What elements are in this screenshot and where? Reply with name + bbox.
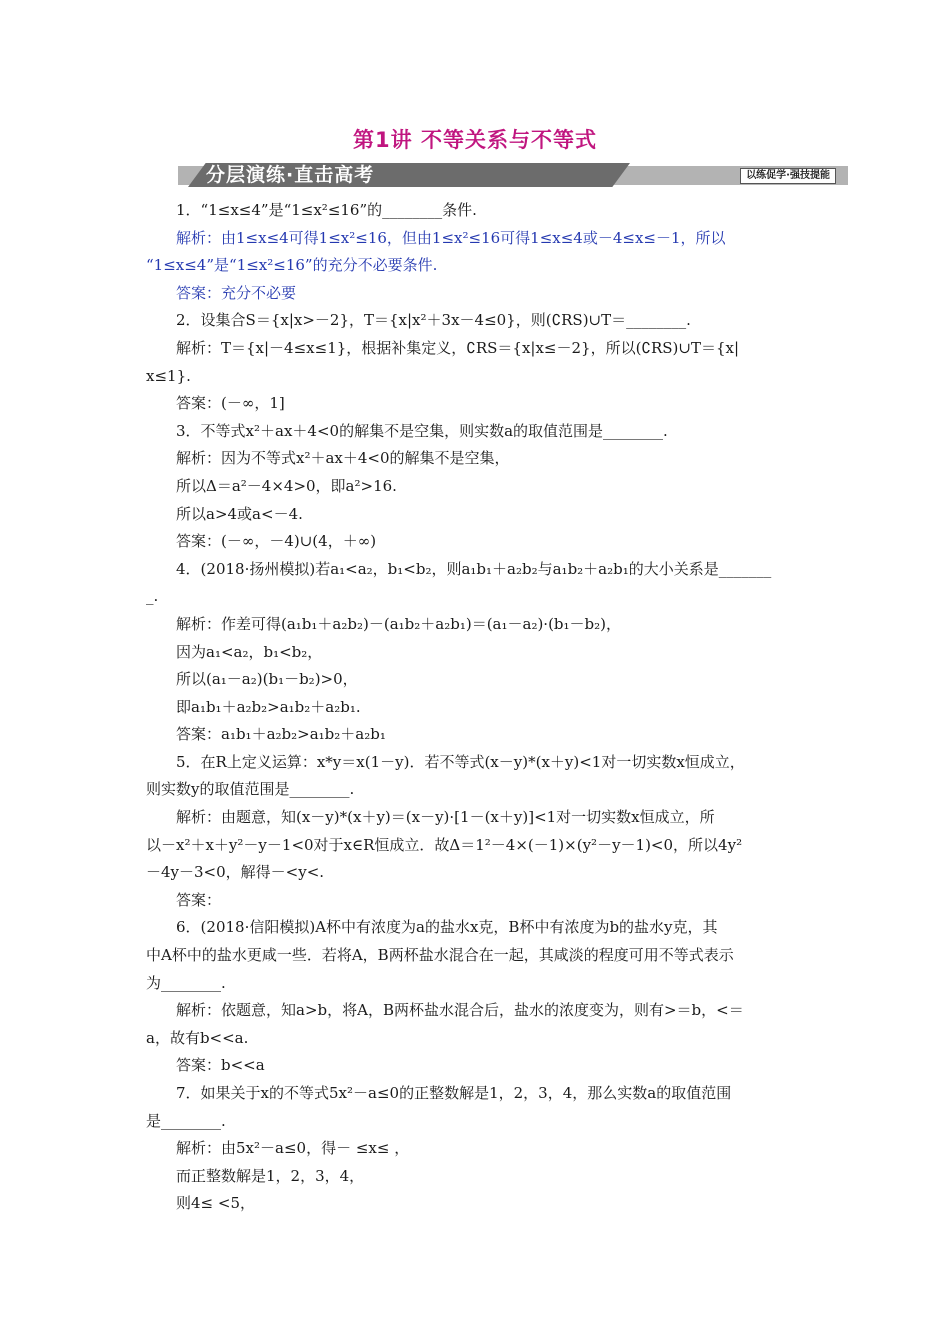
- text-line: 即a₁b₁＋a₂b₂>a₁b₂＋a₂b₁.: [176, 697, 361, 716]
- text-line: 答案：: [176, 890, 222, 909]
- text-line: 2．设集合S＝{x|x>－2}，T＝{x|x²＋3x－4≤0}，则(∁RS)∪T＝________.: [176, 311, 691, 330]
- text-line: 因为a₁<a₂，b₁<b₂，: [176, 642, 323, 661]
- text-line: 解析：由1≤x≤4可得1≤x²≤16，但由1≤x²≤16可得1≤x≤4或－4≤x≤－1，所以: [176, 228, 726, 247]
- page-title: 第1讲 不等关系与不等式: [353, 128, 597, 152]
- text-line: 解析：依题意，知a>b，将A，B两杯盐水混合后，盐水的浓度变为，则有>＝b，<＝: [176, 1001, 744, 1020]
- text-line: 解析：由5x²－a≤0，得－ ≤x≤ ，: [176, 1139, 410, 1158]
- text-line: 所以Δ＝a²－4×4>0，即a²>16.: [176, 476, 397, 495]
- text-line: 解析：因为不等式x²＋ax＋4<0的解集不是空集，: [176, 449, 510, 468]
- text-line: 答案：(－∞，1]: [176, 394, 285, 413]
- text-line: 中A杯中的盐水更咸一些．若将A，B两杯盐水混合在一起，其咸淡的程度可用不等式表示: [146, 946, 734, 965]
- text-line: x≤1}.: [146, 366, 191, 385]
- text-line: －4y－3<0，解得－<y<.: [146, 863, 325, 882]
- text-line: 是________.: [146, 1111, 226, 1130]
- text-line: _.: [146, 587, 159, 606]
- text-line: 而正整数解是1，2，3，4，: [176, 1166, 365, 1185]
- text-line: 解析：由题意，知(x－y)*(x＋y)＝(x－y)·[1－(x＋y)]<1对一切实数x恒成立，所: [176, 808, 715, 827]
- banner-tag: 以练促学·强技提能: [740, 168, 836, 184]
- section-banner: [178, 163, 848, 187]
- text-line: 5．在R上定义运算：x*y＝x(1－y)．若不等式(x－y)*(x＋y)<1对一切实数x恒成立，: [176, 752, 745, 771]
- text-line: 答案：b<<a: [176, 1056, 265, 1075]
- text-line: 则4≤ <5，: [176, 1194, 255, 1213]
- text-line: 3．不等式x²＋ax＋4<0的解集不是空集，则实数a的取值范围是________.: [176, 421, 668, 440]
- exercise-content: [146, 197, 810, 1218]
- text-line: 答案：充分不必要: [176, 283, 297, 302]
- text-line: 则实数y的取值范围是________.: [146, 780, 355, 799]
- text-line: 解析：T＝{x|－4≤x≤1}，根据补集定义，∁RS＝{x|x≤－2}，所以(∁RS)∪T＝{x|: [176, 338, 740, 357]
- text-line: 7．如果关于x的不等式5x²－a≤0的正整数解是1，2，3，4，那么实数a的取值范围: [176, 1084, 732, 1102]
- text-line: 1．“1≤x≤4”是“1≤x²≤16”的________条件.: [176, 201, 477, 219]
- banner-label: 分层演练·直击高考: [206, 164, 375, 186]
- text-line: 为________.: [146, 973, 226, 992]
- text-line: 所以a>4或a<－4.: [176, 504, 303, 523]
- text-line: 以－x²＋x＋y²－y－1<0对于x∈R恒成立．故Δ＝1²－4×(－1)×(y²－y－1)<0，所以4y²: [146, 835, 743, 854]
- text-line: a，故有b<<a.: [146, 1028, 249, 1047]
- text-line: 答案：a₁b₁＋a₂b₂>a₁b₂＋a₂b₁: [176, 725, 386, 744]
- text-line: 所以(a₁－a₂)(b₁－b₂)>0，: [176, 670, 358, 689]
- text-line: 答案：(－∞，－4)∪(4，＋∞): [176, 532, 377, 551]
- text-line: 6．(2018·信阳模拟)A杯中有浓度为a的盐水x克，B杯中有浓度为b的盐水y克，其: [176, 918, 718, 937]
- text-line: 4．(2018·扬州模拟)若a₁<a₂，b₁<b₂，则a₁b₁＋a₂b₂与a₁b₂＋a₂b₁的大小关系是_______: [176, 559, 772, 578]
- text-line: 解析：作差可得(a₁b₁＋a₂b₂)－(a₁b₂＋a₂b₁)＝(a₁－a₂)·(b₁－b₂)，: [176, 614, 622, 633]
- text-line: “1≤x≤4”是“1≤x²≤16”的充分不必要条件.: [146, 256, 438, 275]
